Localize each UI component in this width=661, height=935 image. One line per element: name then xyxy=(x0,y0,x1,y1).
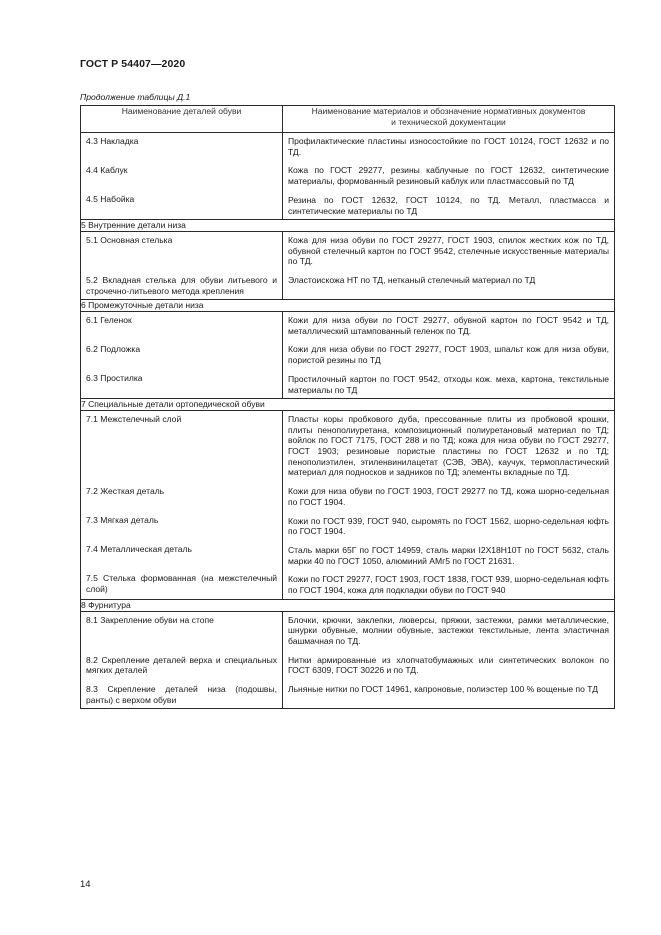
materials-cell xyxy=(283,312,615,399)
part-name: 8.2 Скрепление деталей верха и специальных мягких деталей xyxy=(86,654,277,676)
materials-cell xyxy=(283,133,615,220)
part-name: 8.1 Закрепление обуви на стопе xyxy=(86,614,214,625)
items-row xyxy=(81,410,615,599)
parts-cell xyxy=(81,312,283,399)
items-row xyxy=(81,231,615,299)
material-description: Кожи для низа обуви по ГОСТ 29277, обувной картон по ГОСТ 9542 и ТД, металлический штампованный геленок по ТД. xyxy=(288,315,609,336)
part-name: 8.3 Скрепление деталей низа (подошвы, ранты) с верхом обуви xyxy=(86,683,277,705)
section-title: 5 Внутренние детали низа xyxy=(81,220,615,232)
column-header-parts-text: Наименование деталей обуви xyxy=(121,106,242,116)
materials-cell xyxy=(283,410,615,599)
material-description: Пласты коры пробкового дуба, прессованные плиты из пробковой крошки, плиты пенополиуретана, композиционный полиуретановый материал по ТД; войлок по ГОСТ 7175, ГОСТ 288 и по ТД; кожа для низа обуви по ГОСТ 29277, ГОСТ 1903; резиновые пористые пластины по ГОСТ 12632 и по ТД; пенополиэтилен, этиленвинилацетат (СЭВ, ЭВА), каучук, термопластический материал для подносков и задников по ТД; элементы вкладные по ТД. xyxy=(288,413,609,478)
part-name: 6.3 Простилка xyxy=(86,373,143,384)
items-row xyxy=(81,312,615,399)
part-name: 5.2 Вкладная стелька для обуви литьевого и строчечно-литьевого метода крепления xyxy=(86,274,277,296)
material-description: Кожа для низа обуви по ГОСТ 29277, ГОСТ 1903, спилок жестких кож по ТД, обувной стелечный картон по ГОСТ 9542, стелечные искусственные материалы по ТД. xyxy=(288,234,609,267)
material-description: Блочки, крючки, заклепки, люверсы, пряжки, застежки, рамки металлические, шнурки обувные, молнии обувные, застежки текстильные, лента эластичная башмачная по ТД. xyxy=(288,614,609,646)
material-description: Кожи по ГОСТ 29277, ГОСТ 1903, ГОСТ 1838, ГОСТ 939, шорно-седельная юфть по ГОСТ 1904, кожа для подкладки обуви по ГОСТ 940 xyxy=(288,574,609,596)
part-name: 4.3 Накладка xyxy=(86,136,139,146)
part-name: 5.1 Основная стелька xyxy=(86,234,173,245)
part-name: 7.2 Жесткая деталь xyxy=(86,485,165,496)
column-header-parts xyxy=(81,106,283,133)
column-header-materials-line1: Наименование материалов и обозначение нормативных документов xyxy=(311,106,586,116)
part-name: 7.4 Металлическая деталь xyxy=(86,543,192,554)
section-title: 6 Промежуточные детали низа xyxy=(81,300,615,312)
column-header-materials xyxy=(283,106,615,133)
part-name: 7.1 Межстелечный слой xyxy=(86,413,182,424)
material-description: Сталь марки 65Г по ГОСТ 14959, сталь марки I2Х18Н10Т по ГОСТ 5632, сталь марки 40 по ГОСТ 1050, алюминий АМг5 по ГОСТ 21631. xyxy=(288,544,609,566)
material-description: Простилочный картон по ГОСТ 9542, отходы кож. меха, картона, текстильные материалы по ТД xyxy=(288,373,609,395)
materials-cell xyxy=(283,611,615,709)
material-description: Нитки армированные из хлопчатобумажных или синтетических волокон по ГОСТ 6309, ГОСТ 30226 и по ТД. xyxy=(288,654,609,676)
table-header-row xyxy=(81,106,615,133)
parts-cell xyxy=(81,611,283,709)
part-name: 6.1 Геленок xyxy=(86,315,132,326)
material-description: Эластоискожа НТ по ТД, нетканый стелечный материал по ТД xyxy=(288,275,536,286)
table-caption: Продолжение таблицы Д.1 xyxy=(80,92,191,102)
section-row xyxy=(81,599,615,611)
items-row xyxy=(81,611,615,709)
material-description: Резина по ГОСТ 12632, ГОСТ 10124, по ТД. Металл, пластмасса и синтетические материалы по ТД xyxy=(288,194,609,216)
materials-cell xyxy=(283,231,615,299)
material-description: Кожи по ГОСТ 939, ГОСТ 940, сыромять по ГОСТ 1562, шорно-седельная юфть по ГОСТ 1904. xyxy=(288,515,609,537)
material-description: Кожи для низа обуви по ГОСТ 1903, ГОСТ 29277 по ТД, кожа шорно-седельная по ГОСТ 1904. xyxy=(288,486,609,507)
section-row xyxy=(81,300,615,312)
material-description: Кожа по ГОСТ 29277, резины каблучные по ГОСТ 12632, синтетические материалы, формованный резиновый каблук или пластмассовый по ТД xyxy=(288,165,609,187)
section-row xyxy=(81,220,615,232)
material-description: Льняные нитки по ГОСТ 14961, капроновые, полиэстер 100 % вощеные по ТД xyxy=(288,684,598,695)
material-description: Кожи для низа обуви по ГОСТ 29277, ГОСТ 1903, шпальт кож для низа обуви, пористой резины по ТД xyxy=(288,344,609,366)
parts-cell xyxy=(81,410,283,599)
material-description: Профилактические пластины износостойкие по ГОСТ 10124, ГОСТ 12632 и по ТД. xyxy=(288,136,609,157)
part-name: 4.4 Каблук xyxy=(86,165,128,175)
part-name: 7.5 Стелька формованная (на межстелечный слой) xyxy=(86,572,277,594)
part-name: 4.5 Набойка xyxy=(86,194,135,204)
part-name: 7.3 Мягкая деталь xyxy=(86,514,159,525)
section-title: 8 Фурнитура xyxy=(81,599,615,611)
part-name: 6.2 Подложка xyxy=(86,344,141,355)
document-header: ГОСТ Р 54407—2020 xyxy=(80,58,186,70)
materials-table xyxy=(80,105,615,709)
parts-cell xyxy=(81,231,283,299)
section-title: 7 Специальные детали ортопедической обуви xyxy=(81,399,615,411)
section-row xyxy=(81,399,615,411)
parts-cell xyxy=(81,133,283,220)
column-header-materials-line2: и технической документации xyxy=(391,116,506,127)
page-number: 14 xyxy=(80,879,91,890)
items-row xyxy=(81,133,615,220)
table-body xyxy=(81,133,615,709)
